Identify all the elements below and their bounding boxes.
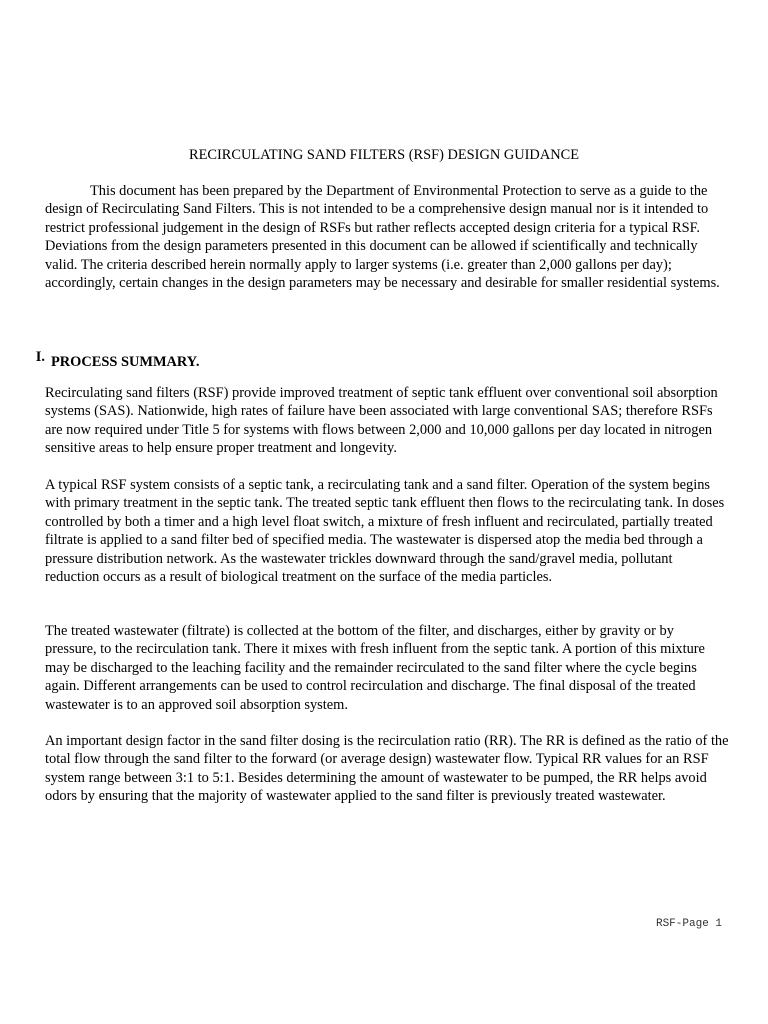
section-number: I. <box>35 349 45 365</box>
body-paragraph-1: Recirculating sand filters (RSF) provide improved treatment of septic tank effluent over conventional soil absorption systems (SAS). Nationwide, high rates of failure have been associated with large conventional SAS; therefore RSFs are now required under Title 5 for systems with flows between 2,000 and 10,000 gallons per day located in nitrogen sensitive areas to help ensure proper treatment and longevity. <box>45 385 718 457</box>
intro-paragraph: This document has been prepared by the Department of Environmental Protection to serve as a guide to the design of Recirculating Sand Filters. This is not intended to be a comprehensive design manual nor is it intended to restrict professional judgement in the design of RSFs but rather reflects accepted design criteria for a typical RSF. Deviations from the design parameters presented in this document can be allowed if scientifically and technically valid. The criteria described herein normally apply to larger systems (i.e. greater than 2,000 gallons per day); accordingly, certain changes in the design parameters may be necessary and desirable for smaller residential systems. <box>45 183 720 292</box>
section-title: PROCESS SUMMARY. <box>51 354 200 370</box>
section-heading <box>18 348 199 371</box>
page-footer: RSF-Page 1 <box>655 918 722 930</box>
body-paragraph-4: An important design factor in the sand filter dosing is the recirculation ratio (RR). The RR is defined as the ratio of the total flow through the sand filter to the forward (or average design) wastewater flow. Typical RR values for an RSF system range between 3:1 to 5:1. Besides determining the amount of wastewater to be pumped, the RR helps avoid odors by ensuring that the majority of wastewater applied to the sand filter is previously treated wastewater. <box>45 733 729 805</box>
body-paragraph-2: A typical RSF system consists of a septic tank, a recirculating tank and a sand filter. Operation of the system begins with primary treatment in the septic tank. The treated septic tank effluent then flows to the recirculating tank. In doses controlled by both a timer and a high level float switch, a mixture of fresh influent and recirculated, partially treated filtrate is applied to a sand filter bed of specified media. The wastewater is dispersed atop the media bed through a pressure distribution network. As the wastewater trickles downward through the sand/gravel media, pollutant reduction occurs as a result of biological treatment on the surface of the media particles. <box>45 477 725 586</box>
document-title: RECIRCULATING SAND FILTERS (RSF) DESIGN GUIDANCE <box>188 147 580 163</box>
body-paragraph-3: The treated wastewater (filtrate) is collected at the bottom of the filter, and discharges, either by gravity or by pressure, to the recirculation tank. There it mixes with fresh influent from the septic tank. A portion of this mixture may be discharged to the leaching facility and the remainder recirculated to the sand filter where the cycle begins again. Different arrangements can be used to control recirculation and discharge. The final disposal of the treated wastewater is to an approved soil absorption system. <box>45 623 705 713</box>
